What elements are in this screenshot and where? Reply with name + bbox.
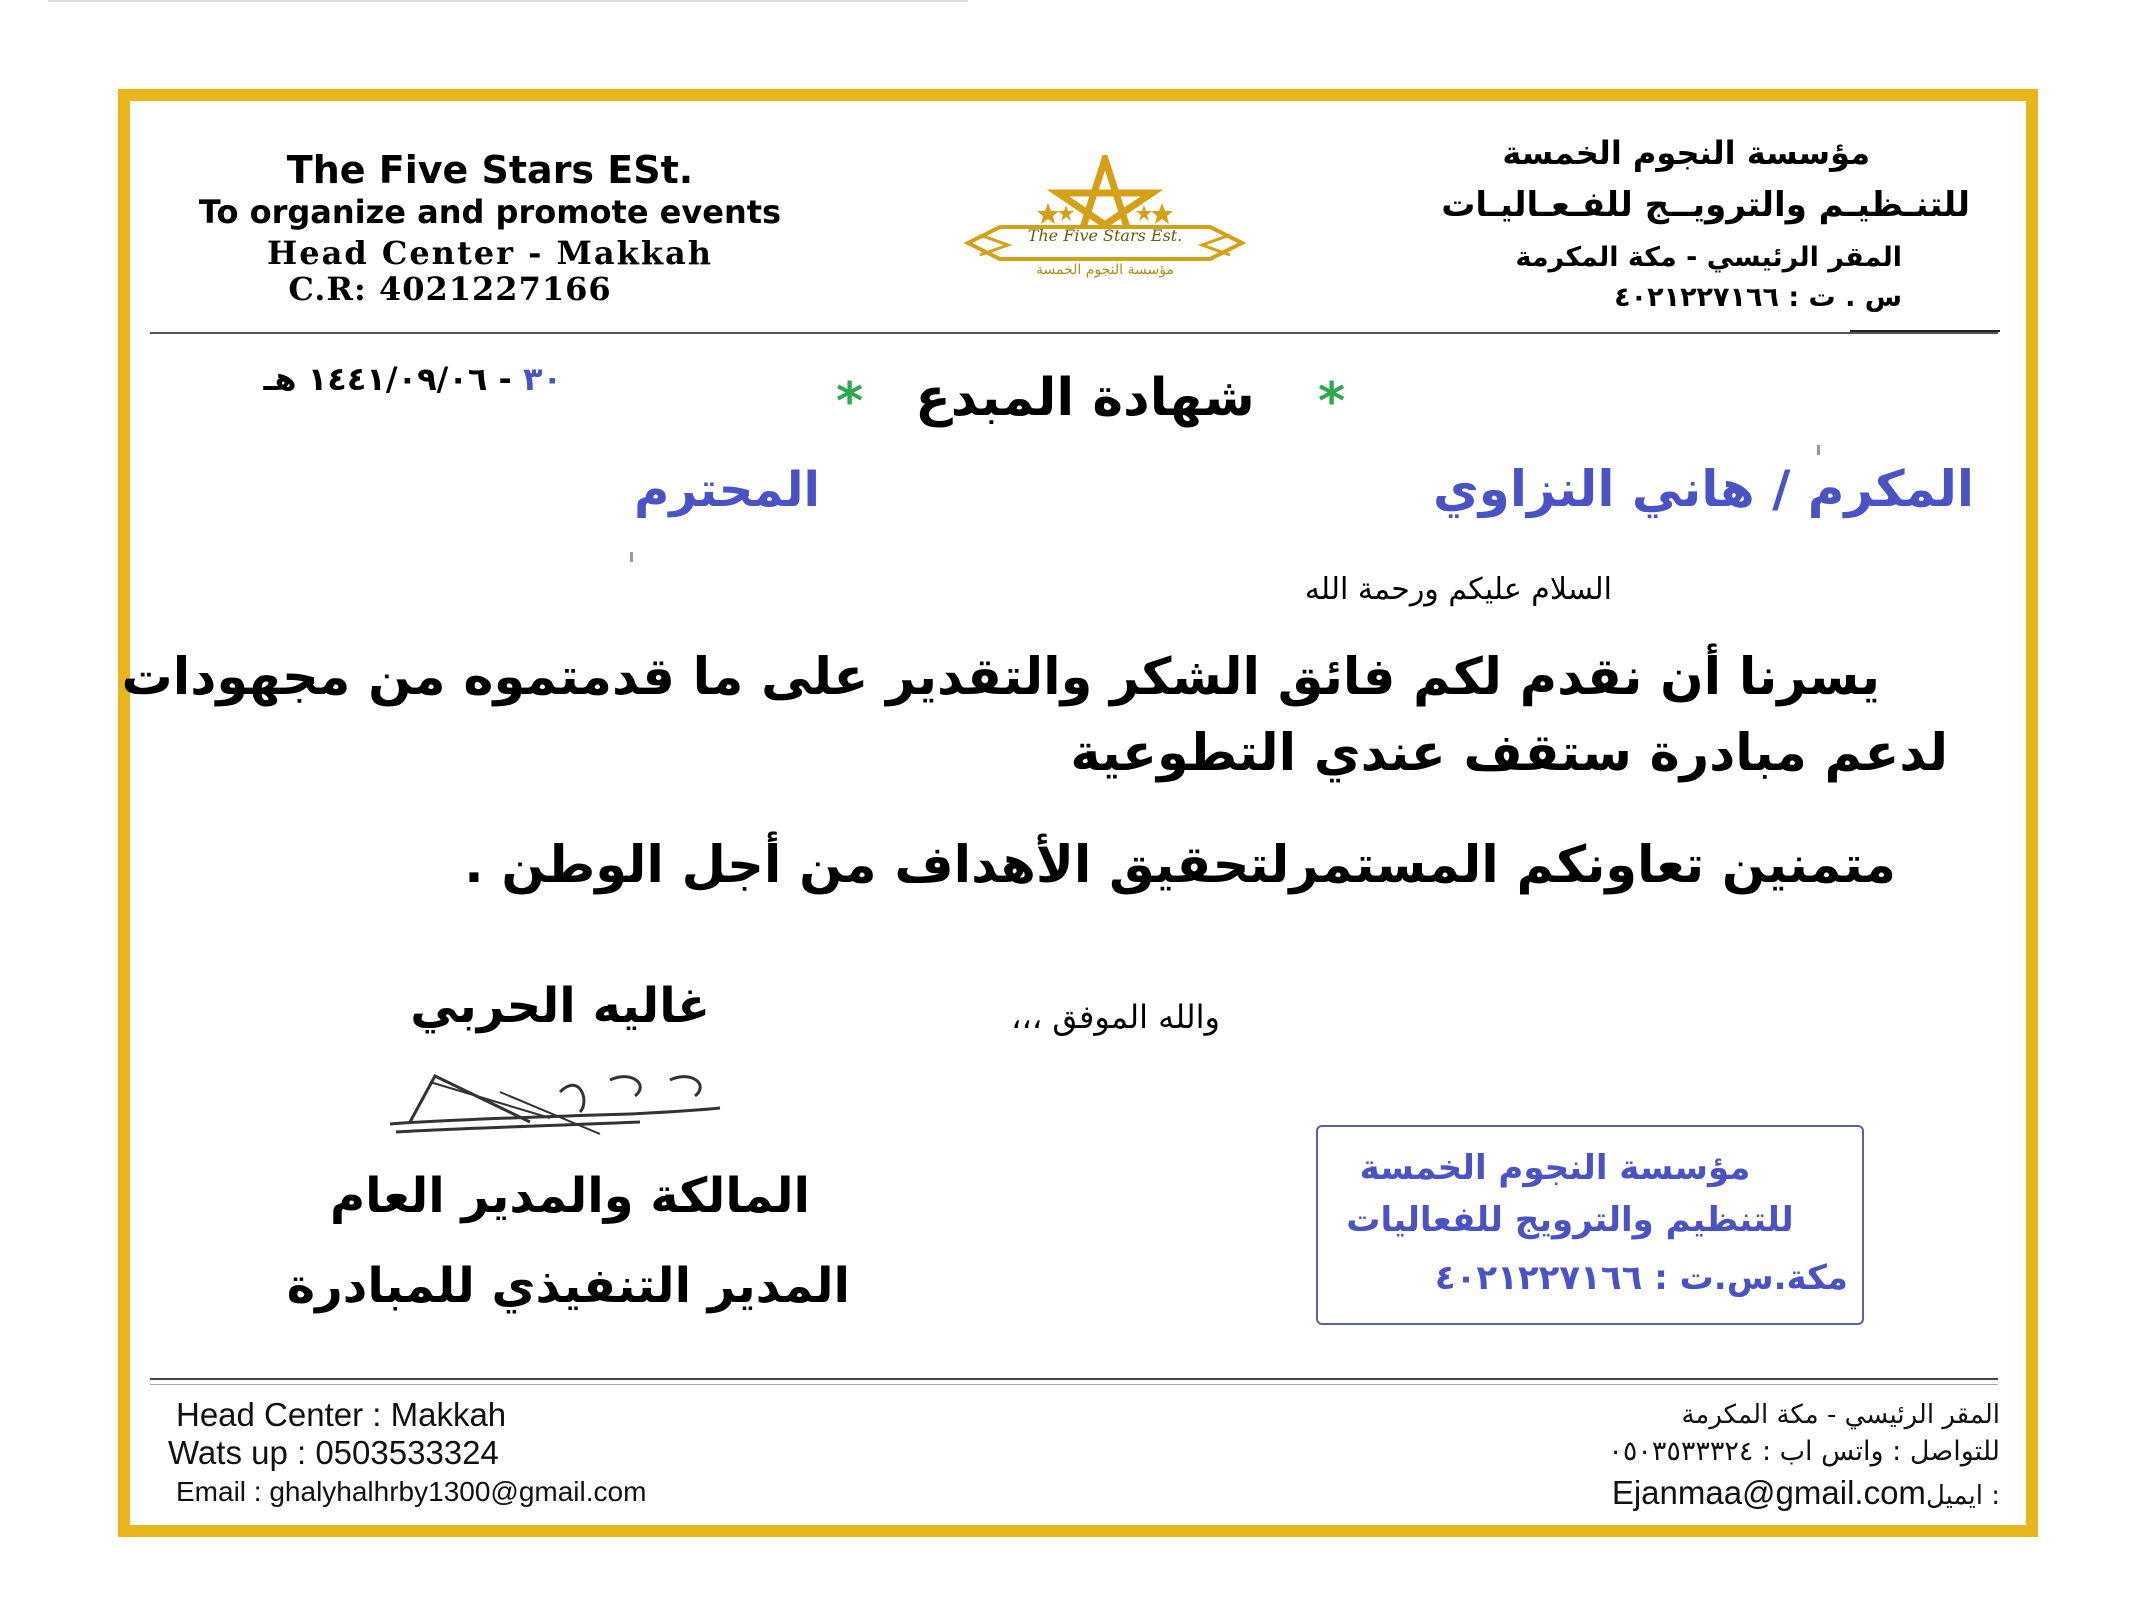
hijri-date-day: ٣٠ bbox=[522, 360, 562, 398]
closing: والله الموفق ،،، bbox=[1011, 998, 1220, 1036]
greeting: السلام عليكم ورحمة الله bbox=[1304, 572, 1612, 607]
title-star-left: * bbox=[836, 372, 864, 432]
header-ar-center: المقر الرئيسي - مكة المكرمة bbox=[1515, 242, 1902, 273]
recipient-mark bbox=[1817, 445, 1820, 455]
header-divider-right bbox=[1850, 330, 2000, 332]
body-line-2: لدعم مبادرة ستقف عندي التطوعية bbox=[1070, 724, 1948, 783]
footer-ar-email-row bbox=[1400, 1474, 2000, 1512]
footer-divider bbox=[150, 1378, 1998, 1380]
header-en-center: Head Center - Makkah bbox=[267, 234, 713, 272]
signatory-role-1: المالكة والمدير العام bbox=[329, 1168, 810, 1224]
hijri-date bbox=[162, 360, 562, 398]
header-ar-cr: س . ت : ٤٠٢١٢٢٧١٦٦ bbox=[1614, 282, 1902, 313]
body-line-1: يسرنا أن نقدم لكم فائق الشكر والتقدير على ما قدمتموه من مجهودات bbox=[121, 648, 1880, 707]
hijri-date-rest: - ١٤٤١/٠٩/٠٦ هـ bbox=[263, 360, 523, 398]
signature-icon bbox=[380, 1062, 730, 1142]
footer-ar-email: Ejanmaa@gmail.com bbox=[1611, 1474, 1926, 1511]
footer-en-center: Head Center : Makkah bbox=[176, 1396, 507, 1433]
footer-en-whatsapp: Wats up : 0503533324 bbox=[168, 1434, 499, 1471]
header-en-name: The Five Stars ESt. bbox=[286, 148, 694, 192]
respected-mark bbox=[630, 552, 633, 562]
top-edge-line bbox=[48, 0, 968, 2]
stamp-line-3: مكة.س.ت : ٤٠٢١٢٢٧١٦٦ bbox=[1434, 1258, 1848, 1298]
header-en-cr: C.R: 4021227166 bbox=[288, 270, 612, 308]
logo-arabic-text: مؤسسة النجوم الخمسة bbox=[1036, 262, 1174, 278]
footer-ar-contact: للتواصل : واتس اب : ٠٥٠٣٥٣٣٣٢٤ bbox=[1608, 1436, 2000, 1467]
signatory-role-2: المدير التنفيذي للمبادرة bbox=[286, 1258, 850, 1314]
stamp-line-2: للتنظيم والترويج للفعاليات bbox=[1346, 1200, 1794, 1240]
recipient-name: المكرم / هاني النزاوي bbox=[1432, 460, 1974, 518]
certificate-title: شهادة المبدع bbox=[915, 368, 1255, 428]
recipient-respected: المحترم bbox=[634, 462, 820, 518]
body-line-3: متمنين تعاونكم المستمرلتحقيق الأهداف من أجل الوطن . bbox=[464, 836, 1896, 895]
logo-ribbon-text: The Five Stars Est. bbox=[1027, 226, 1183, 245]
footer-en-email: Email : ghalyhalhrby1300@gmail.com bbox=[176, 1476, 647, 1507]
header-ar-tagline: للتنـظيـم والترويــج للفـعـاليـات bbox=[1441, 185, 1970, 225]
stamp-line-1: مؤسسة النجوم الخمسة bbox=[1359, 1148, 1751, 1188]
footer-ar-center: المقر الرئيسي - مكة المكرمة bbox=[1681, 1400, 2000, 1430]
title-star-right: * bbox=[1318, 372, 1346, 432]
header-ar-name: مؤسسة النجوم الخمسة bbox=[1502, 134, 1870, 172]
signatory-name: غاليه الحربي bbox=[410, 978, 710, 1034]
header-divider bbox=[150, 332, 1998, 334]
handwritten-signature bbox=[380, 1062, 730, 1142]
header-en-tagline: To organize and promote events bbox=[198, 193, 782, 231]
footer-ar-email-label: ايميل : bbox=[1925, 1481, 2000, 1511]
footer-divider-2 bbox=[150, 1384, 1998, 1385]
